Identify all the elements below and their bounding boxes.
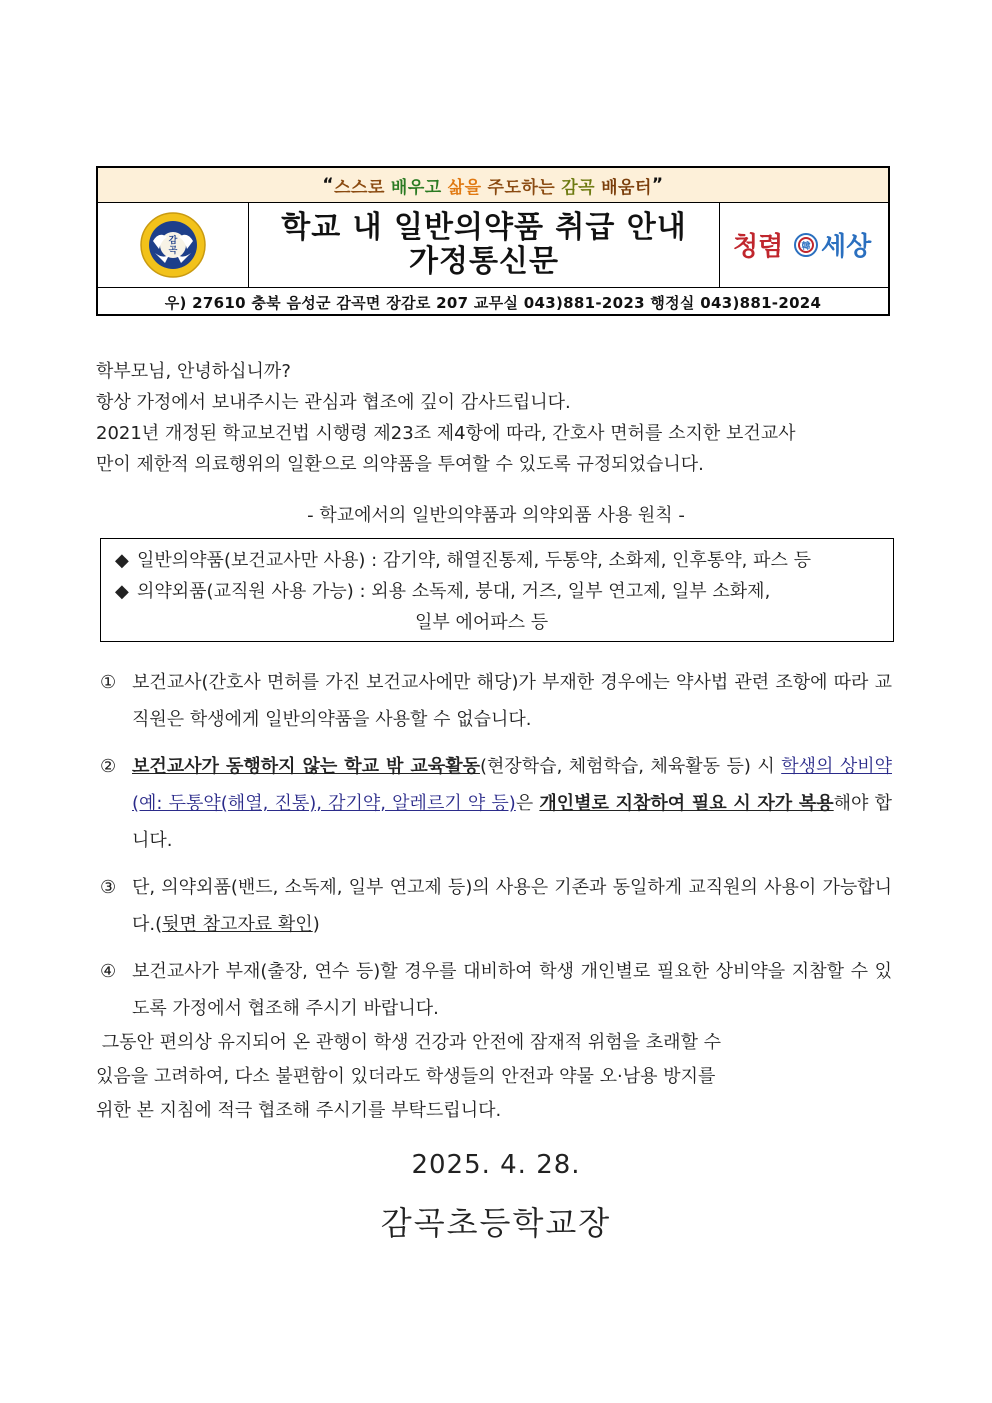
item-text: 보건교사(간호사 면허를 가진 보건교사에만 해당)가 부재한 경우에는 약사법 관련 조항에 따라 교직원은 학생에게 일반의약품을 사용할 수 없습니다. [132,672,892,730]
notice-item [100,664,892,738]
emphasis-text: 개인별로 지참하여 필요 시 자가 복용 [539,793,834,814]
school-address: 우) 27610 충북 음성군 감곡면 장감로 207 교무실 043)881-2023 행정실 043)881-2024 [164,293,822,312]
item-number: ④ [100,961,117,982]
plain-text: 단, 의약외품(밴드, 소독제, 일부 연고제 등)의 사용은 기존과 동일하게 교직원의 사용이 가능합니다.( [132,877,892,935]
closing-line: 그동안 편의상 유지되어 온 관행이 학생 건강과 안전에 잠재적 위험을 초래할 수 [96,1032,722,1053]
principles-title: - 학교에서의 일반의약품과 의약외품 사용 원칙 - [307,505,685,526]
highlight-text: 학생의 상비약(예: 두통약(해열, 진통), 감기약, 알레르기 약 등) [132,756,892,814]
svg-text:韓: 韓 [801,242,811,252]
closing-paragraph [96,1026,896,1128]
slogan-word: 주도하는 [487,177,556,198]
principle-row-otc [115,545,881,576]
principle-text: 일반의약품(보건교사만 사용) : 감기약, 해열진통제, 두통약, 소화제, 인후통약, 파스 등 [137,550,812,571]
greeting-line: 2021년 개정된 학교보건법 시행령 제23조 제4항에 따라, 간호사 면허를 소지한 보건교사 [96,423,796,444]
closing-line: 위한 본 지침에 적극 협조해 주시기를 부탁드립니다. [96,1100,502,1121]
plain-text: (현장학습, 체험학습, 체육활동 등) 시 [480,756,782,777]
slogan-open-quote: “ [322,175,335,195]
slogan-close-quote: ” [651,175,664,195]
integrity-logo-cell [720,203,888,287]
diamond-bullet-icon: ◆ [115,550,129,571]
item-number: ② [100,756,117,777]
slogan-word: 배우고 [390,177,442,198]
signer-title: 감곡초등학교장 [380,1204,612,1242]
closing-line: 있음을 고려하여, 다소 불편함이 있더라도 학생들의 안전과 약물 오·남용 방지를 [96,1066,716,1087]
greeting-section [96,356,896,480]
principle-row-quasi [115,576,881,607]
integrity-world-logo [729,223,879,267]
school-emblem-cell [98,203,249,287]
svg-text:세상: 세상 [821,232,872,262]
document-title [249,203,720,287]
notice-item [100,953,892,1027]
slogan-word: 스스로 [334,177,385,198]
greeting-line: 항상 가정에서 보내주시는 관심과 협조에 깊이 감사드립니다. [96,392,571,413]
item-number: ③ [100,877,117,898]
letterhead [96,166,890,316]
diamond-bullet-icon: ◆ [115,581,129,602]
plain-text: 해야 합니다. [132,793,892,851]
emblem-text-bottom: 곡 [168,246,178,256]
slogan-word: 삶을 [447,177,482,198]
slogan-word: 감곡 [561,177,596,198]
item-text [132,748,892,859]
principles-box [100,538,894,642]
item-text: 보건교사가 부재(출장, 연수 등)할 경우를 대비하여 학생 개인별로 필요한 상비약을 지참할 수 있도록 가정에서 협조해 주시기 바랍니다. [132,961,892,1019]
issue-date: 2025. 4. 28. [411,1150,581,1180]
title-line-1: 학교 내 일반의약품 취급 안내 [281,210,687,245]
reference-link: 뒷면 참고자료 확인 [162,914,313,935]
plain-text: 은 [515,793,540,814]
slogan-word: 배움터 [601,177,652,198]
greeting-line: 만이 제한적 의료행위의 일환으로 의약품을 투여할 수 있도록 규정되었습니다. [96,454,704,475]
item-number: ① [100,672,117,693]
school-emblem-icon [139,211,207,279]
svg-text:청렴: 청렴 [733,232,784,262]
principle-text-continued: 일부 에어파스 등 [415,612,549,633]
slogan-bar [98,168,888,203]
emphasis-text: 보건교사가 동행하지 않는 학교 밖 교육활동 [132,756,480,777]
notice-item [100,869,892,943]
plain-text: ) [312,914,320,935]
title-line-2: 가정통신문 [409,244,559,279]
emblem-text-top: 감 [168,236,178,246]
notice-items [100,664,892,1027]
principle-text: 의약외품(교직원 사용 가능) : 외용 소독제, 붕대, 거즈, 일부 연고제, 일부 소화제, [137,581,771,602]
greeting-line: 학부모님, 안녕하십니까? [96,361,291,382]
notice-item [100,748,892,859]
item-text [132,869,892,943]
